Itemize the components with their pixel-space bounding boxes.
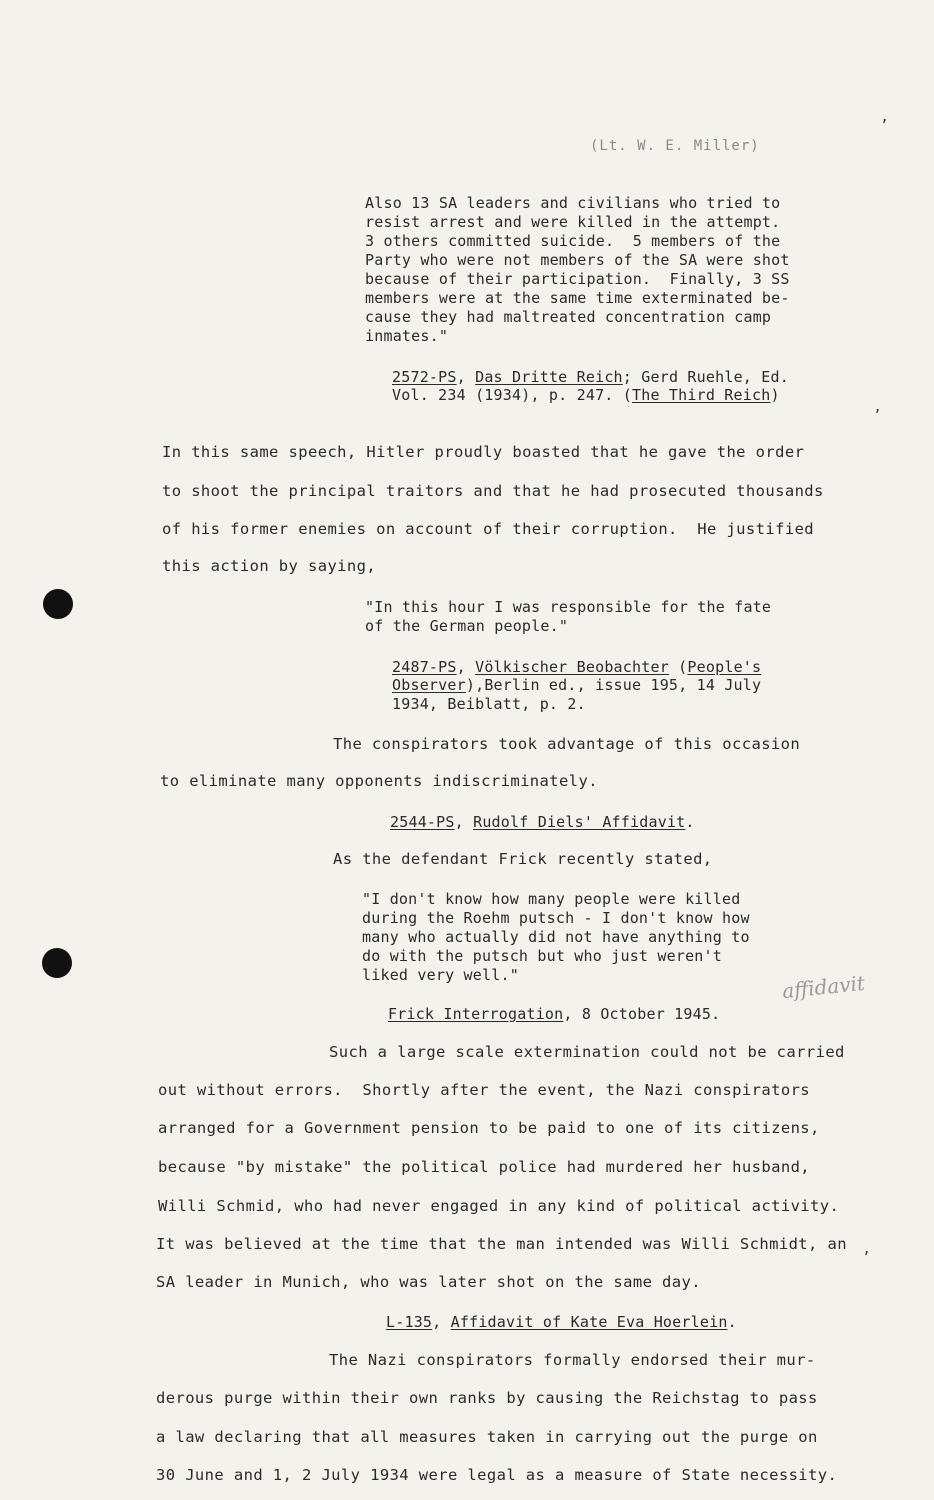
document-id: 2487-PS bbox=[392, 658, 457, 676]
body-line: this action by saying, bbox=[162, 557, 377, 575]
body-line: It was believed at the time that the man intended was Willi Schmidt, an bbox=[156, 1235, 847, 1253]
body-line: of his former enemies on account of their corruption. He justified bbox=[162, 520, 815, 538]
quote-line: "In this hour I was responsible for the fate bbox=[365, 598, 772, 616]
source-title: Rudolf Diels' Affidavit bbox=[473, 813, 686, 831]
source-title: Frick Interrogation bbox=[388, 1005, 564, 1023]
quote-line: many who actually did not have anything to bbox=[362, 928, 750, 946]
citation-line: 2487-PS, Völkischer Beobachter (People's bbox=[392, 658, 762, 676]
margin-mark: ’ bbox=[862, 1250, 871, 1266]
page-header: (Lt. W. E. Miller) bbox=[590, 138, 760, 154]
body-line: to eliminate many opponents indiscriminately. bbox=[160, 772, 598, 790]
source-title: Affidavit of Kate Eva Hoerlein bbox=[450, 1313, 728, 1331]
body-line: In this same speech, Hitler proudly boasted that he gave the order bbox=[162, 443, 805, 461]
citation-line: 1934, Beiblatt, p. 2. bbox=[392, 695, 586, 713]
body-line: 30 June and 1, 2 July 1934 were legal as a measure of State necessity. bbox=[156, 1466, 838, 1484]
quote-line: during the Roehm putsch - I don't know how bbox=[362, 909, 750, 927]
punch-hole bbox=[43, 589, 73, 619]
quote-line: liked very well." bbox=[362, 966, 519, 984]
body-line: a law declaring that all measures taken in carrying out the purge on bbox=[156, 1428, 818, 1446]
quote-line: cause they had maltreated concentration camp bbox=[365, 308, 772, 326]
body-line: SA leader in Munich, who was later shot on the same day. bbox=[156, 1273, 701, 1291]
paragraph-3: As the defendant Frick recently stated, bbox=[333, 850, 713, 868]
body-line: because "by mistake" the political police had murdered her husband, bbox=[158, 1158, 811, 1176]
citation-3: 2544-PS, Rudolf Diels' Affidavit. bbox=[390, 813, 695, 831]
punch-hole bbox=[42, 948, 72, 978]
body-line: Willi Schmid, who had never engaged in any kind of political activity. bbox=[158, 1197, 840, 1215]
source-title: Das Dritte Reich bbox=[475, 368, 623, 386]
quote-line: inmates." bbox=[365, 327, 449, 345]
quote-line: resist arrest and were killed in the attempt. bbox=[365, 213, 781, 231]
quote-line: members were at the same time exterminated be- bbox=[365, 289, 790, 307]
margin-mark: ’ bbox=[873, 408, 882, 424]
citation-4: Frick Interrogation, 8 October 1945. bbox=[388, 1005, 721, 1023]
source-translation: People's bbox=[687, 658, 762, 676]
source-translation: The Third Reich bbox=[632, 386, 771, 404]
quote-line: of the German people." bbox=[365, 617, 569, 635]
citation-line: Observer),Berlin ed., issue 195, 14 July bbox=[392, 676, 762, 694]
quote-line: Party who were not members of the SA were shot bbox=[365, 251, 790, 269]
body-line: arranged for a Government pension to be paid to one of its citizens, bbox=[158, 1119, 820, 1137]
quote-line: do with the putsch but who just weren't bbox=[362, 947, 722, 965]
body-line: The Nazi conspirators formally endorsed their mur- bbox=[329, 1351, 816, 1369]
citation-line: 2572-PS, Das Dritte Reich; Gerd Ruehle, Ed. bbox=[392, 368, 789, 386]
margin-mark: ’ bbox=[880, 118, 889, 134]
document-id: L-135 bbox=[386, 1313, 433, 1331]
quote-line: 3 others committed suicide. 5 members of the bbox=[365, 232, 781, 250]
source-title: Völkischer Beobachter bbox=[475, 658, 669, 676]
citation-5: L-135, Affidavit of Kate Eva Hoerlein. bbox=[386, 1313, 737, 1331]
body-line: to shoot the principal traitors and that he had prosecuted thousands bbox=[162, 482, 824, 500]
quote-line: Also 13 SA leaders and civilians who tried to bbox=[365, 194, 781, 212]
body-line: Such a large scale extermination could not be carried bbox=[329, 1043, 845, 1061]
document-id: 2572-PS bbox=[392, 368, 457, 386]
body-line: out without errors. Shortly after the event, the Nazi conspirators bbox=[158, 1081, 811, 1099]
quote-line: "I don't know how many people were killed bbox=[362, 890, 741, 908]
body-line: derous purge within their own ranks by causing the Reichstag to pass bbox=[156, 1389, 818, 1407]
quote-line: because of their participation. Finally, 3 SS bbox=[365, 270, 790, 288]
body-line: The conspirators took advantage of this occasion bbox=[333, 735, 801, 753]
citation-line: Vol. 234 (1934), p. 247. (The Third Reich) bbox=[392, 386, 780, 404]
handwritten-note: affidavit bbox=[780, 970, 866, 1004]
document-id: 2544-PS bbox=[390, 813, 455, 831]
